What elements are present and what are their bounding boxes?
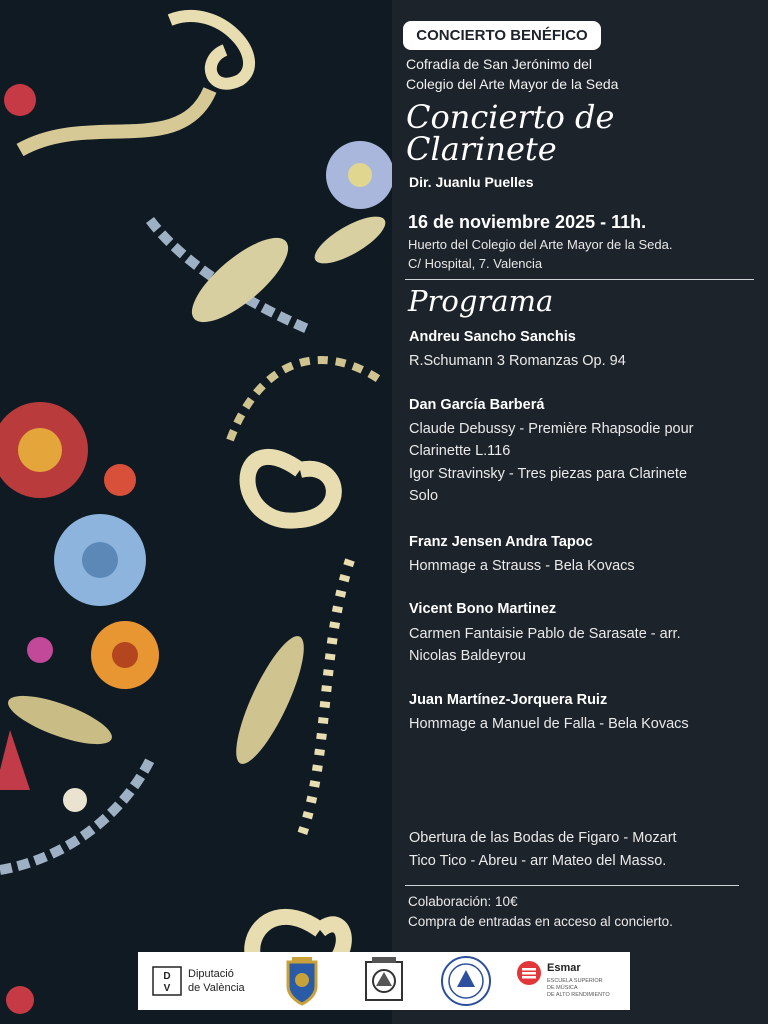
performer-name: Franz Jensen Andra Tapoc (409, 534, 593, 550)
concert-title (406, 98, 615, 168)
organizer-line-1: Cofradía de San Jerónimo del (406, 56, 592, 72)
concert-title-line-1: Concierto de (406, 98, 615, 136)
esmar-subtitle (547, 978, 610, 999)
work-line: Clarinette L.116 (409, 443, 511, 459)
esmar-logo (516, 958, 626, 1006)
concert-title-line-2: Clarinete (406, 130, 557, 168)
event-date: 16 de noviembre 2025 - 11h. (408, 212, 647, 232)
performer-name: Dan García Barberá (409, 397, 545, 413)
esmar-subtitle-line: DE MÚSICA (547, 985, 578, 991)
esmar-subtitle-line: ESCUELA SUPERIOR (547, 978, 603, 984)
performer-name: Juan Martínez-Jorquera Ruiz (409, 692, 608, 708)
performer-name: Andreu Sancho Sanchis (409, 329, 576, 345)
work-line: R.Schumann 3 Romanzas Op. 94 (409, 353, 626, 369)
sponsor-logos-strip (138, 952, 630, 1010)
work-line: Carmen Fantaisie Pablo de Sarasate - arr. (409, 626, 681, 642)
organizer-line-2: Colegio del Arte Mayor de la Seda (406, 76, 619, 92)
work-line: Hommage a Manuel de Falla - Bela Kovacs (409, 716, 689, 732)
charity-concert-badge: CONCIERTO BENÉFICO (403, 21, 601, 50)
diputacio-dv-icon (152, 966, 182, 996)
divider (405, 279, 754, 280)
crest-logo-1 (282, 956, 322, 1006)
esmar-subtitle-line: DE ALTO RENDIMIENTO (547, 992, 610, 998)
work-line: Hommage a Strauss - Bela Kovacs (409, 558, 635, 574)
finale-work-line: Obertura de las Bodas de Figaro - Mozart (409, 830, 677, 846)
venue-line-2: C/ Hospital, 7. Valencia (408, 256, 543, 271)
ticket-info: Compra de entradas en acceso al concierto. (408, 914, 673, 929)
venue-line-1: Huerto del Colegio del Arte Mayor de la Seda. (408, 237, 673, 252)
programa-heading: Programa (408, 284, 554, 318)
seal-logo-3 (440, 955, 492, 1007)
esmar-icon (516, 960, 542, 986)
svg-text:V: V (163, 983, 171, 994)
performer-name: Vicent Bono Martinez (409, 601, 557, 617)
work-line: Nicolas Baldeyrou (409, 648, 526, 664)
emblem-logo-2 (362, 956, 406, 1006)
esmar-name: Esmar (547, 962, 581, 974)
work-line: Claude Debussy - Première Rhapsodie pour (409, 421, 694, 437)
director: Dir. Juanlu Puelles (409, 174, 534, 190)
work-line: Igor Stravinsky - Tres piezas para Clarinete (409, 466, 688, 482)
svg-text:D: D (163, 971, 171, 982)
diputacio-logo (152, 964, 252, 998)
collaboration-price: Colaboración: 10€ (408, 894, 518, 909)
work-line: Solo (409, 488, 439, 504)
finale-work-line: Tico Tico - Abreu - arr Mateo del Masso. (409, 853, 667, 869)
diputacio-name-line-1: Diputació (188, 968, 234, 980)
divider (405, 885, 739, 886)
diputacio-name-line-2: de València (188, 982, 245, 994)
